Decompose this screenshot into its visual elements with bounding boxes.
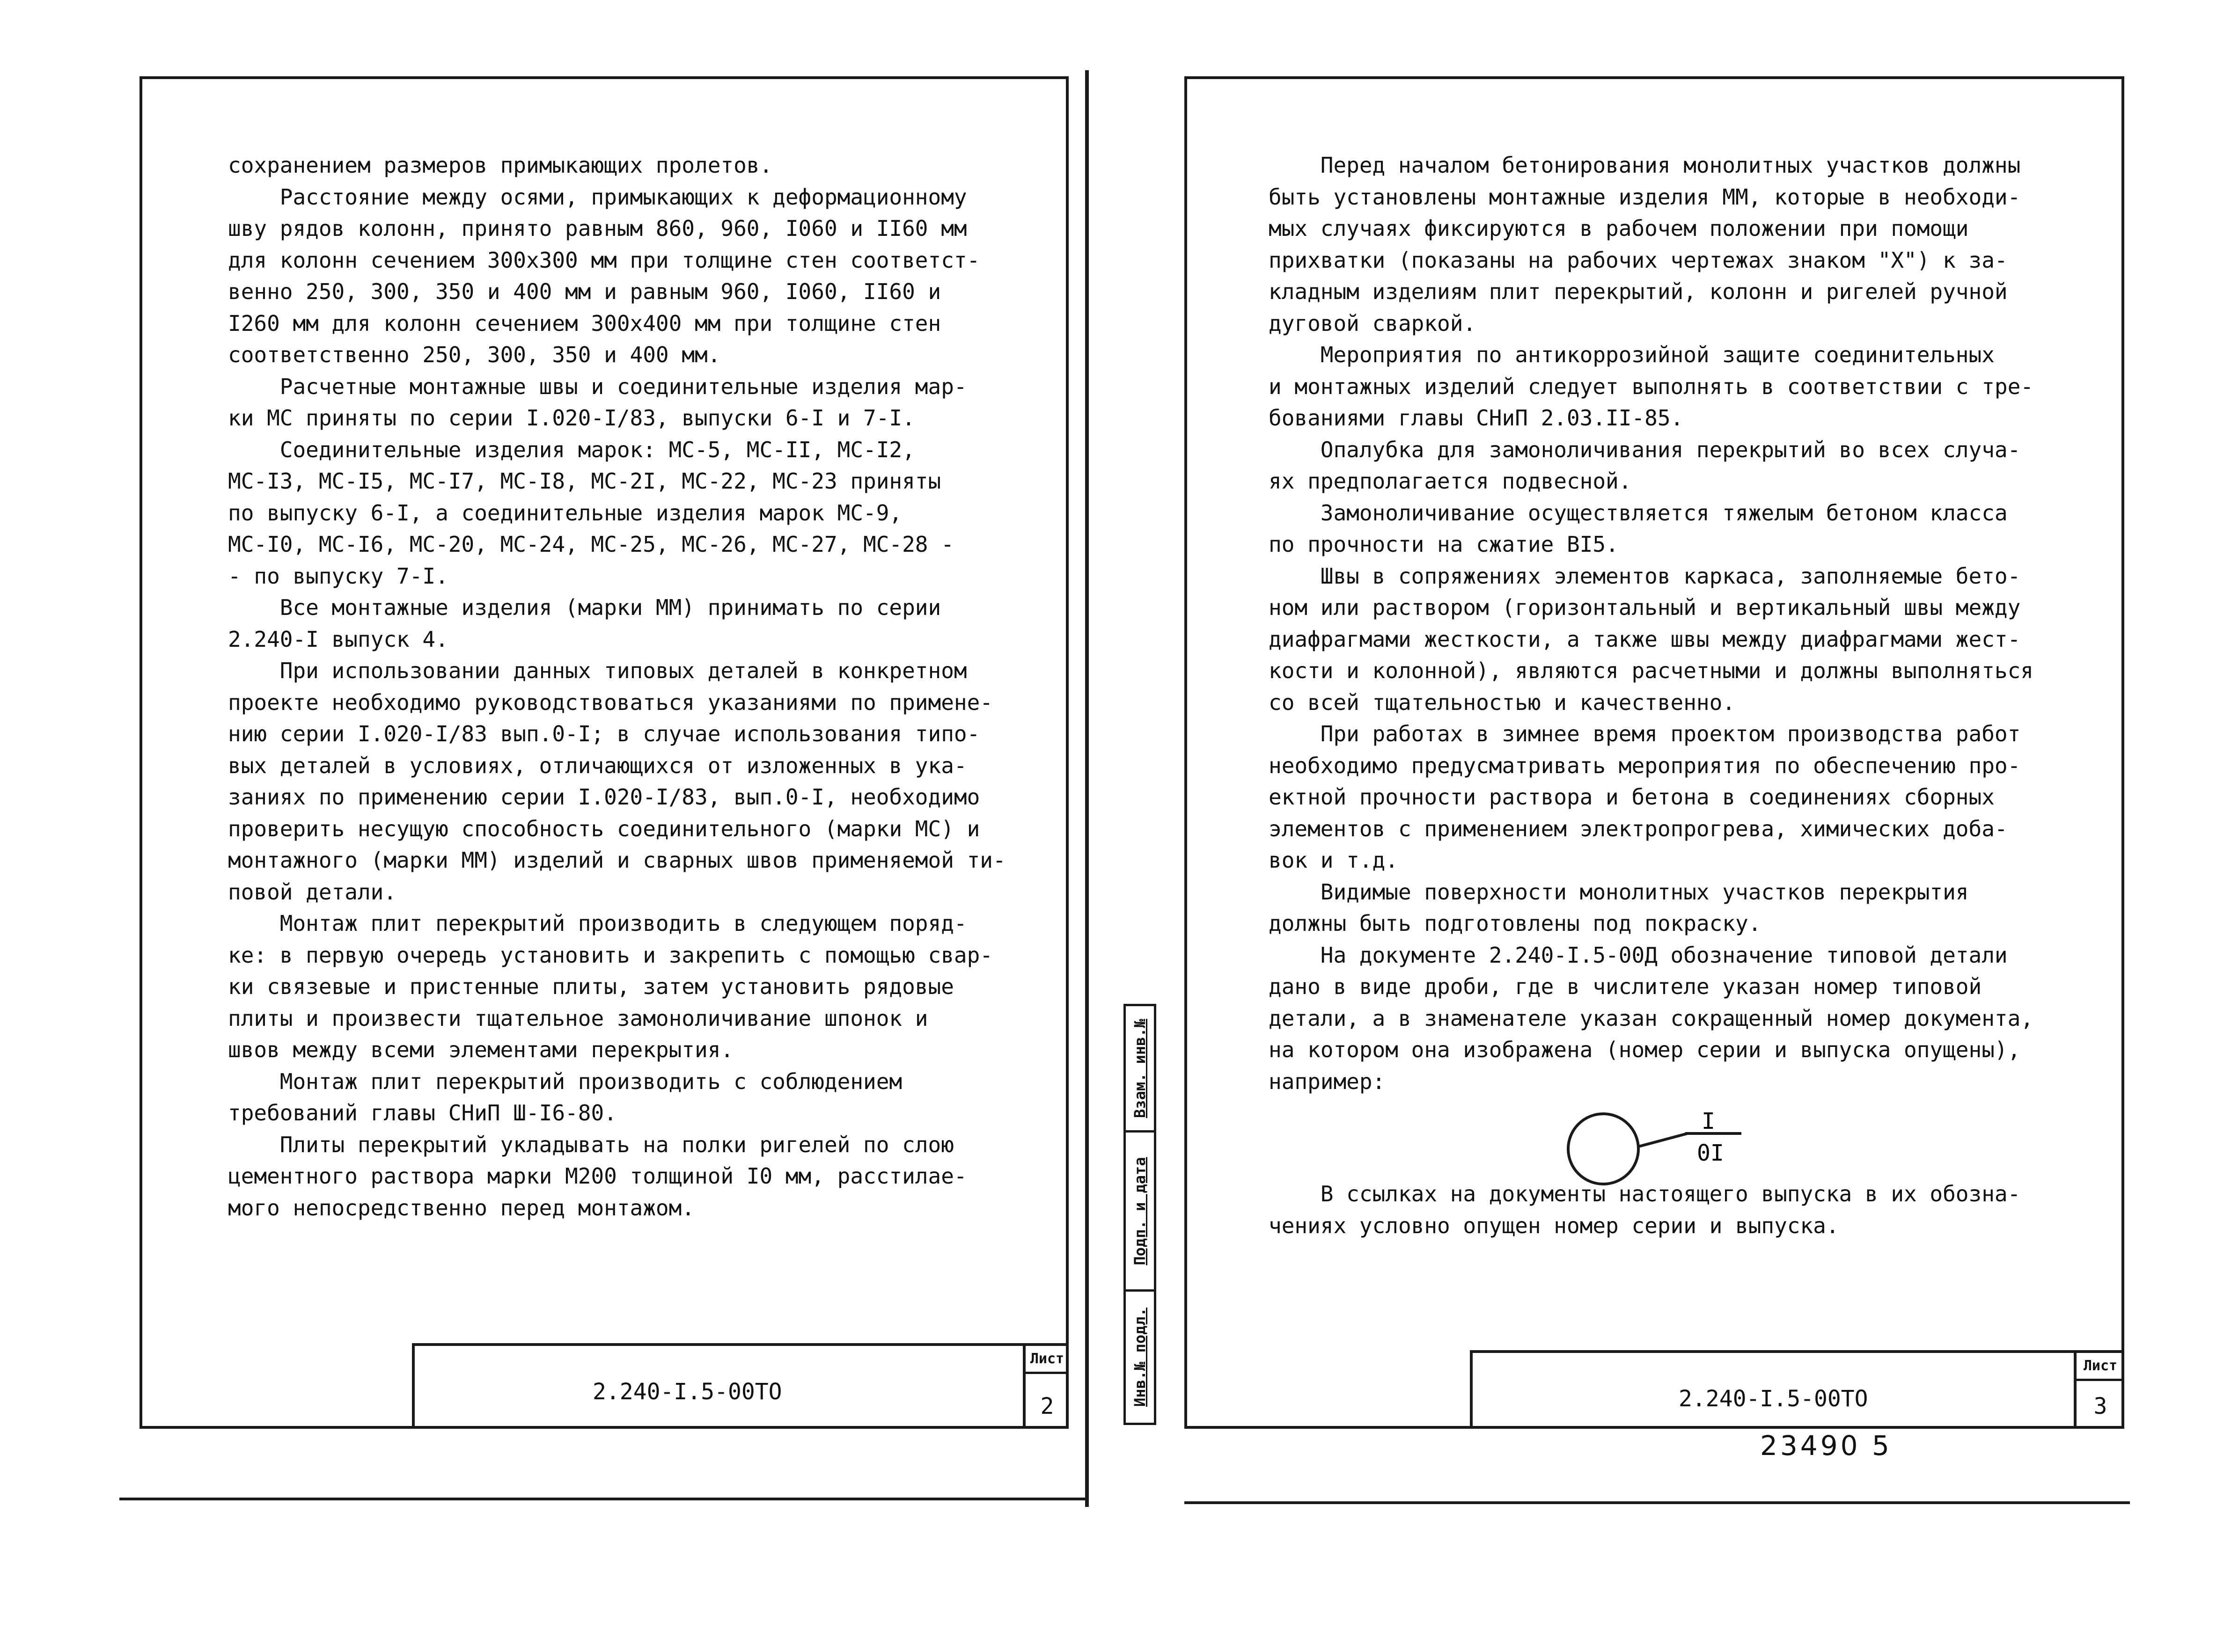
text-line: ки связевые и пристенные плиты, затем установить рядовые [228,974,954,999]
text-line: Перед началом бетонирования монолитных участков должны [1269,153,2021,178]
text-line: кладным изделиям плит перекрытий, колонн и ригелей ручной [1269,279,2008,304]
text-line: Замоноличивание осуществляется тяжелым бетоном класса [1269,500,2008,526]
text-line: Монтаж плит перекрытий производить в следующем поряд- [228,911,967,936]
text-line: заниях по применению серии I.020-I/83, вып.0-I, необходимо [228,784,980,810]
text-line: на котором она изображена (номер серии и выпуска опущены), [1269,1037,2021,1062]
left-page-text [228,150,1006,1224]
text-line: шву рядов колонн, принято равным 860, 960, I060 и II60 мм [228,216,967,241]
text-line: проекте необходимо руководствоваться указаниями по примене- [228,689,993,715]
text-line: плиты и произвести тщательное замоноличивание шпонок и [228,1005,928,1031]
text-line: ях предполагается подвесной. [1269,468,1632,494]
text-line: цементного раствора марки М200 толщиной I0 мм, расстилае- [228,1163,967,1189]
text-line: - по выпуску 7-I. [228,563,448,589]
right-sheet-label: Лист [2077,1353,2124,1381]
text-line: Плиты перекрытий укладывать на полки ригелей по слою [228,1132,954,1157]
text-line: повой детали. [228,879,397,905]
text-line: необходимо предусматривать мероприятия по обеспечению про- [1269,753,2021,778]
text-line: быть установлены монтажные изделия ММ, которые в необходи- [1269,184,2021,210]
text-line: например: [1269,1068,1386,1094]
text-line: При использовании данных типовых деталей в конкретном [228,658,967,683]
text-line: ектной прочности раствора и бетона в соединениях сборных [1269,784,1995,810]
text-line: швов между всеми элементами перекрытия. [228,1037,734,1062]
text-line: детали, а в знаменателе указан сокращенный номер документа, [1269,1005,2033,1031]
text-line: по выпуску 6-I, а соединительные изделия марок МС-9, [228,500,903,526]
text-line: сохранением размеров примыкающих пролетов. [228,153,773,178]
text-line: должны быть подготовлены под покраску. [1269,911,1762,936]
stamp-cell-replace: Взам. инв.№ [1126,1006,1154,1133]
left-sheet-box [1023,1346,1069,1429]
text-line: Расстояние между осями, примыкающих к деформационному [228,184,967,210]
text-line: На документе 2.240-I.5-00Д обозначение типовой детали [1269,942,2008,968]
text-line: ки МС приняты по серии I.020-I/83, выпуски 6-I и 7-I. [228,405,915,431]
text-line: Монтаж плит перекрытий производить с соблюдением [228,1068,903,1094]
text-line: Опалубка для замоноличивания перекрытий во всех случа- [1269,437,2021,462]
text-line: соответственно 250, 300, 350 и 400 мм. [228,342,721,367]
text-line: элементов с применением электропрогрева, химических доба- [1269,816,2008,841]
text-line: ке: в первую очередь установить и закрепить с помощью свар- [228,942,993,968]
right-title-block [1470,1350,2124,1429]
right-sheet-box [2074,1353,2124,1429]
text-line: Все монтажные изделия (марки ММ) принимать по серии [228,595,941,620]
text-line: прихватки (показаны на рабочих чертежах знаком "Х") к за- [1269,247,2008,273]
text-line: МС-I0, МС-I6, МС-20, МС-24, МС-25, МС-26, МС-27, МС-28 - [228,532,954,557]
text-line: I260 мм для колонн сечением 300х400 мм при толщине стен [228,310,941,336]
side-stamp [1123,1004,1156,1425]
text-line: по прочности на сжатие BI5. [1269,532,1619,557]
text-line: Расчетные монтажные швы и соединительные изделия мар- [228,373,967,399]
right-page-text [1269,150,2033,1097]
left-title-block [412,1343,1069,1429]
text-line: При работах в зимнее время проектом производства работ [1269,721,2021,746]
text-line: нию серии I.020-I/83 вып.0-I; в случае использования типо- [228,721,980,746]
text-line: диафрагмами жесткости, а также швы между диафрагмами жест- [1269,626,2021,652]
text-line: В ссылках на документы настоящего выпуска в их обозна- [1269,1181,2021,1206]
text-line: чениях условно опущен номер серии и выпуска. [1269,1213,1839,1238]
text-line: вок и т.д. [1269,848,1398,873]
text-line: бованиями главы СНиП 2.03.II-85. [1269,405,1684,431]
text-line: ном или раствором (горизонтальный и вертикальный швы между [1269,595,2021,620]
text-line: Мероприятия по антикоррозийной защите соединительных [1269,342,1995,367]
text-line: монтажного (марки ММ) изделий и сварных швов применяемой ти- [228,848,1006,873]
text-line: Швы в сопряжениях элементов каркаса, заполняемые бето- [1269,563,2021,589]
left-sheet-label: Лист [1026,1346,1069,1374]
text-line: дано в виде дроби, где в числителе указан номер типовой [1269,974,1982,999]
text-line: мого непосредственно перед монтажом. [228,1195,695,1221]
text-line: 2.240-I выпуск 4. [228,626,448,652]
right-page-text-bottom [1269,1178,2020,1242]
fraction-denominator: 0I [1697,1140,1724,1166]
binding-line [1085,70,1089,1507]
text-line: Соединительные изделия марок: МС-5, МС-II, МС-I2, [228,437,915,462]
text-line: МС-I3, МС-I5, МС-I7, МС-I8, МС-2I, МС-22, МС-23 приняты [228,468,941,494]
text-line: Видимые поверхности монолитных участков перекрытия [1269,879,1969,905]
right-bottom-rule [1184,1501,2130,1504]
left-doc-code: 2.240-I.5-00ТО [593,1379,782,1405]
stamp-cell-inv: Инв.№ подл. [1131,1308,1149,1407]
text-line: венно 250, 300, 350 и 400 мм и равным 960, I060, II60 и [228,279,941,304]
left-bottom-rule [119,1498,1086,1500]
stamp-cell-sign: Подп. и дата [1126,1133,1154,1292]
text-line: для колонн сечением 300х300 мм при толщине стен соответст- [228,247,980,273]
text-line: требований главы СНиП Ш-I6-80. [228,1100,617,1126]
text-line: мых случаях фиксируются в рабочем положении при помощи [1269,216,1969,241]
text-line: проверить несущую способность соединительного (марки МС) и [228,816,980,841]
right-sheet-number: 3 [2093,1393,2107,1419]
left-sheet-number: 2 [1040,1393,1054,1419]
text-line: вых деталей в условиях, отличающихся от изложенных в ука- [228,753,967,778]
text-line: и монтажных изделий следует выполнять в соответствии с тре- [1269,373,2033,399]
text-line: кости и колонной), являются расчетными и должны выполняться [1269,658,2033,683]
detail-circle [1568,1114,1638,1184]
fraction-numerator: I [1702,1109,1715,1134]
text-line: дуговой сваркой. [1269,310,1476,336]
handwritten-archive-number: 23490 5 [1760,1430,1892,1462]
right-doc-code: 2.240-I.5-00ТО [1679,1386,1868,1412]
leader-line [1638,1133,1688,1147]
text-line: со всей тщательностью и качественно. [1269,689,1735,715]
